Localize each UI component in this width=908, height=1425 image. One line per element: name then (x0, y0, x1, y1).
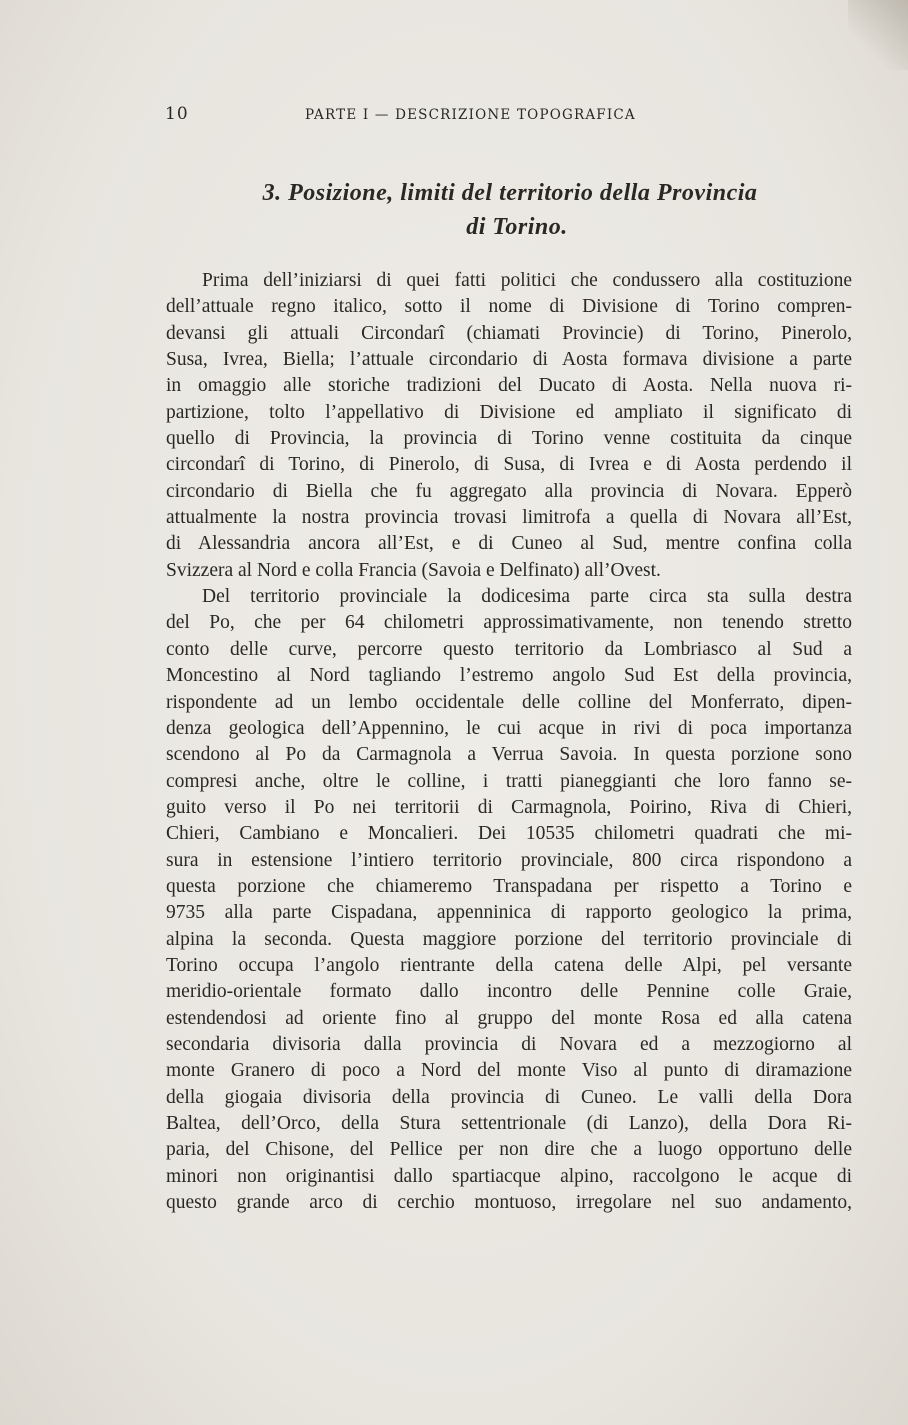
text-line: di Alessandria ancora all’Est, e di Cuneo al Sud, mentre confina colla (166, 533, 852, 555)
text-line: attualmente la nostra provincia trovasi limitrofa a quella di Novara all’Est, (166, 507, 852, 529)
section-title (165, 176, 855, 244)
text-line: Moncestino al Nord tagliando l’estremo angolo Sud Est della provincia, (166, 665, 852, 687)
text-line: meridio-orientale formato dallo incontro delle Pennine colle Graie, (166, 981, 852, 1003)
text-line: quello di Provincia, la provincia di Torino venne costituita da cinque (166, 428, 852, 450)
page-header (165, 104, 855, 128)
section-title-line-1: 3. Posizione, limiti del territorio della Provincia (262, 180, 758, 206)
text-line: in omaggio alle storiche tradizioni del Ducato di Aosta. Nella nuova ri- (166, 375, 852, 397)
running-head: PARTE I — DESCRIZIONE TOPOGRAFICA (305, 107, 636, 123)
text-line: Torino occupa l’angolo rientrante della catena delle Alpi, pel versante (166, 954, 852, 976)
text-line: paria, del Chisone, del Pellice per non dire che a luogo opportuno delle (166, 1139, 852, 1161)
text-line: denza geologica dell’Appennino, le cui acque in rivi di poca importanza (166, 717, 852, 739)
page-corner-shadow (848, 0, 908, 70)
text-line: monte Granero di poco a Nord del monte Viso al punto di diramazione (166, 1060, 852, 1082)
section-title-line-2: di Torino. (466, 214, 568, 240)
text-line: 9735 alla parte Cispadana, appenninica di rapporto geologico la prima, (166, 902, 852, 924)
text-line: questa porzione che chiameremo Transpadana per rispetto a Torino e (166, 875, 852, 897)
text-line: secondaria divisoria dalla provincia di Novara ed a mezzogiorno al (166, 1033, 852, 1055)
text-line: minori non originantisi dallo spartiacque alpino, raccolgono le acque di (166, 1165, 852, 1187)
text-line: circondarî di Torino, di Pinerolo, di Susa, di Ivrea e di Aosta perdendo il (166, 454, 852, 476)
text-line: alpina la seconda. Questa maggiore porzione del territorio provinciale di (166, 928, 852, 950)
text-line: Baltea, dell’Orco, della Stura settentrionale (di Lanzo), della Dora Ri- (166, 1113, 852, 1134)
text-line: sura in estensione l’intiero territorio provinciale, 800 circa rispondono a (166, 849, 852, 871)
text-line: del Po, che per 64 chilometri approssimativamente, non tenendo stretto (166, 612, 852, 634)
text-line: guito verso il Po nei territorii di Carmagnola, Poirino, Riva di Chieri, (166, 796, 852, 818)
text-line: Susa, Ivrea, Biella; l’attuale circondario di Aosta formava divisione a parte (166, 349, 852, 371)
text-line: Svizzera al Nord e colla Francia (Savoia e Delfinato) all’Ovest. (166, 559, 661, 581)
text-line: dell’attuale regno italico, sotto il nome di Divisione di Torino compren- (166, 296, 852, 318)
text-line: estendendosi ad oriente fino al gruppo del monte Rosa ed alla catena (166, 1007, 852, 1029)
text-line: Del territorio provinciale la dodicesima parte circa sta sulla destra (202, 586, 852, 608)
text-line: Prima dell’iniziarsi di quei fatti politici che condussero alla costituzione (202, 270, 852, 291)
text-line: rispondente ad un lembo occidentale delle colline del Monferrato, dipen- (166, 691, 852, 713)
text-line: devansi gli attuali Circondarî (chiamati Provincie) di Torino, Pinerolo, (166, 322, 852, 344)
text-line: questo grande arco di cerchio montuoso, irregolare nel suo andamento, (166, 1192, 852, 1214)
text-line: della giogaia divisoria della provincia di Cuneo. Le valli della Dora (166, 1086, 852, 1108)
text-line: compresi anche, oltre le colline, i tratti pianeggianti che loro fanno se- (166, 770, 852, 792)
text-line: Chieri, Cambiano e Moncalieri. Dei 10535 chilometri quadrati che mi- (166, 823, 852, 845)
page-number: 10 (165, 104, 189, 124)
text-line: partizione, tolto l’appellativo di Divisione ed ampliato il significato di (166, 401, 852, 423)
body-text (166, 268, 852, 1216)
text-line: scendono al Po da Carmagnola a Verrua Savoia. In questa porzione sono (166, 744, 852, 766)
text-line: conto delle curve, percorre questo territorio da Lombriasco al Sud a (166, 638, 852, 660)
text-line: circondario di Biella che fu aggregato alla provincia di Novara. Epperò (166, 480, 852, 502)
